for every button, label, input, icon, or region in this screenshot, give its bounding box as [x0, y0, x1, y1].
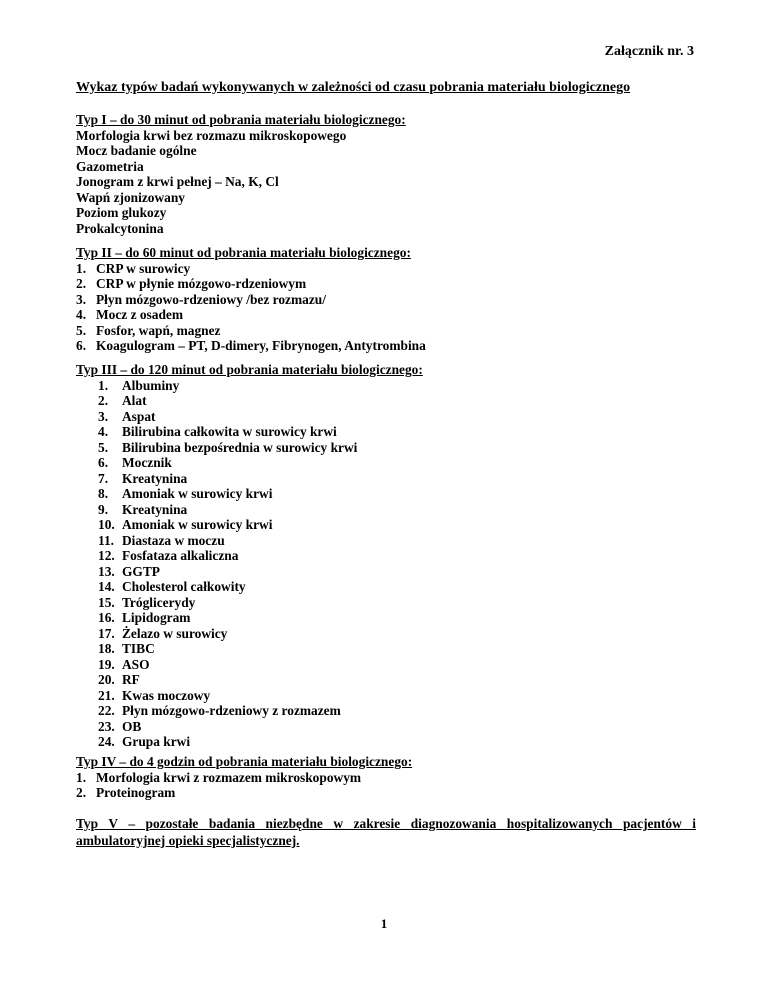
item-number: 10. [98, 517, 115, 532]
list-item [76, 486, 694, 502]
item-number: 16. [98, 610, 115, 625]
item-number: 21. [98, 687, 115, 703]
item-text: Alat [122, 393, 147, 408]
item-text: Bilirubina całkowita w surowicy krwi [122, 424, 337, 439]
item-text: Żelazo w surowicy [122, 625, 228, 641]
item-text: Mocz z osadem [96, 307, 184, 322]
item-number: 15. [98, 594, 115, 610]
item-text: Morfologia krwi z rozmazem mikroskopowym [96, 769, 362, 785]
list-item [76, 579, 694, 595]
list-item [76, 409, 694, 425]
list-item [76, 378, 694, 394]
item-text: Diastaza w moczu [122, 532, 225, 548]
section-type-2 [76, 245, 694, 354]
section-type-5 [76, 815, 694, 849]
item-text: Tróglicerydy [122, 594, 196, 610]
item-number: 3. [76, 291, 87, 307]
list-item [76, 610, 694, 626]
list-item [76, 657, 694, 673]
item-number: 5. [98, 439, 109, 455]
page-number: 1 [380, 916, 388, 931]
list-item [76, 533, 694, 549]
list-item: Jonogram z krwi pełnej – Na, K, Cl [76, 174, 279, 189]
list-item [76, 276, 694, 292]
item-number: 17. [98, 625, 115, 641]
item-text: Proteinogram [96, 785, 176, 800]
item-number: 1. [76, 260, 87, 276]
item-text: Koagulogram – PT, D-dimery, Fibrynogen, Antytrombina [96, 338, 426, 353]
item-text: ASO [122, 656, 150, 672]
section-type-4 [76, 754, 694, 801]
list-item [76, 641, 694, 657]
item-list [76, 128, 694, 237]
item-number: 2. [98, 393, 109, 408]
item-number: 1. [76, 769, 87, 785]
list-item [76, 393, 694, 409]
item-number: 6. [76, 338, 87, 353]
item-text: Płyn mózgowo-rdzeniowy z rozmazem [122, 703, 341, 718]
item-text: Cholesterol całkowity [122, 579, 246, 594]
list-item [76, 626, 694, 642]
list-item [76, 292, 694, 308]
list-item: Mocz badanie ogólne [76, 143, 197, 158]
item-number: 2. [76, 785, 87, 800]
list-item [76, 688, 694, 704]
item-number: 3. [98, 408, 109, 424]
list-item [76, 502, 694, 518]
list-item [76, 734, 694, 750]
item-number: 14. [98, 579, 115, 594]
item-list [76, 378, 694, 750]
list-item [76, 307, 694, 323]
item-text: RF [122, 672, 140, 687]
annex-label: Załącznik nr. 3 [604, 44, 694, 59]
item-number: 12. [98, 548, 115, 563]
item-number: 1. [98, 377, 109, 393]
list-item [76, 595, 694, 611]
item-text: OB [122, 718, 142, 734]
list-item: Poziom glukozy [76, 205, 167, 220]
list-item [76, 424, 694, 440]
section-heading: Typ III – do 120 minut od pobrania materiału biologicznego: [76, 362, 423, 377]
item-number: 22. [98, 703, 115, 718]
list-item: Wapń zjonizowany [76, 189, 186, 205]
item-text: Mocznik [122, 455, 172, 470]
item-text: CRP w surowicy [96, 260, 191, 276]
item-text: Amoniak w surowicy krwi [122, 486, 273, 501]
list-item [76, 517, 694, 533]
item-text: Fosfor, wapń, magnez [96, 322, 221, 338]
section-heading: Typ IV – do 4 godzin od pobrania materiału biologicznego: [76, 754, 413, 769]
list-item [76, 785, 694, 801]
item-text: Fosfataza alkaliczna [122, 548, 239, 563]
item-number: 6. [98, 455, 109, 470]
list-item: Gazometria [76, 158, 144, 174]
list-item [76, 471, 694, 487]
item-number: 18. [98, 641, 115, 656]
list-item [76, 261, 694, 277]
item-text: Grupa krwi [122, 734, 191, 749]
item-text: Kwas moczowy [122, 687, 211, 703]
item-number: 4. [98, 424, 109, 439]
item-text: Lipidogram [122, 610, 191, 625]
item-number: 4. [76, 307, 87, 322]
item-number: 24. [98, 734, 115, 749]
section-type-1 [76, 112, 694, 236]
section-heading: Typ V – pozostałe badania niezbędne w zakresie diagnozowania hospitalizowanych pacjentów i ambulatoryjnej opieki specjalistycznej. [76, 816, 696, 848]
item-number: 19. [98, 656, 115, 672]
item-text: Kreatynina [122, 470, 188, 486]
item-text: Aspat [122, 408, 156, 424]
item-text: TIBC [122, 641, 155, 656]
item-text: Bilirubina bezpośrednia w surowicy krwi [122, 439, 358, 455]
item-number: 9. [98, 501, 109, 517]
item-number: 11. [98, 532, 114, 548]
list-item [76, 455, 694, 471]
list-item: Morfologia krwi bez rozmazu mikroskopowego [76, 127, 347, 143]
item-text: Płyn mózgowo-rdzeniowy /bez rozmazu/ [96, 291, 326, 307]
item-number: 8. [98, 486, 109, 501]
item-number: 23. [98, 718, 115, 734]
list-item [76, 338, 694, 354]
section-heading: Typ I – do 30 minut od pobrania materiału biologicznego: [76, 112, 406, 127]
item-text: Kreatynina [122, 501, 188, 517]
section-type-3 [76, 362, 694, 750]
list-item [76, 548, 694, 564]
list-item [76, 770, 694, 786]
item-number: 5. [76, 322, 87, 338]
list-item [76, 719, 694, 735]
item-list [76, 770, 694, 801]
document-title: Wykaz typów badań wykonywanych w zależności od czasu pobrania materiału biologicznego [76, 80, 631, 95]
section-heading: Typ II – do 60 minut od pobrania materiału biologicznego: [76, 245, 411, 260]
item-number: 20. [98, 672, 115, 687]
list-item [76, 323, 694, 339]
list-item [76, 440, 694, 456]
list-item [76, 564, 694, 580]
item-text: Amoniak w surowicy krwi [122, 517, 273, 532]
list-item [76, 672, 694, 688]
item-text: Albuminy [122, 377, 180, 393]
item-number: 13. [98, 563, 115, 579]
item-number: 7. [98, 470, 109, 486]
list-item: Prokalcytonina [76, 220, 164, 236]
item-text: GGTP [122, 563, 160, 579]
item-number: 2. [76, 276, 87, 291]
item-text: CRP w płynie mózgowo-rdzeniowym [96, 276, 307, 291]
list-item [76, 703, 694, 719]
item-list [76, 261, 694, 354]
